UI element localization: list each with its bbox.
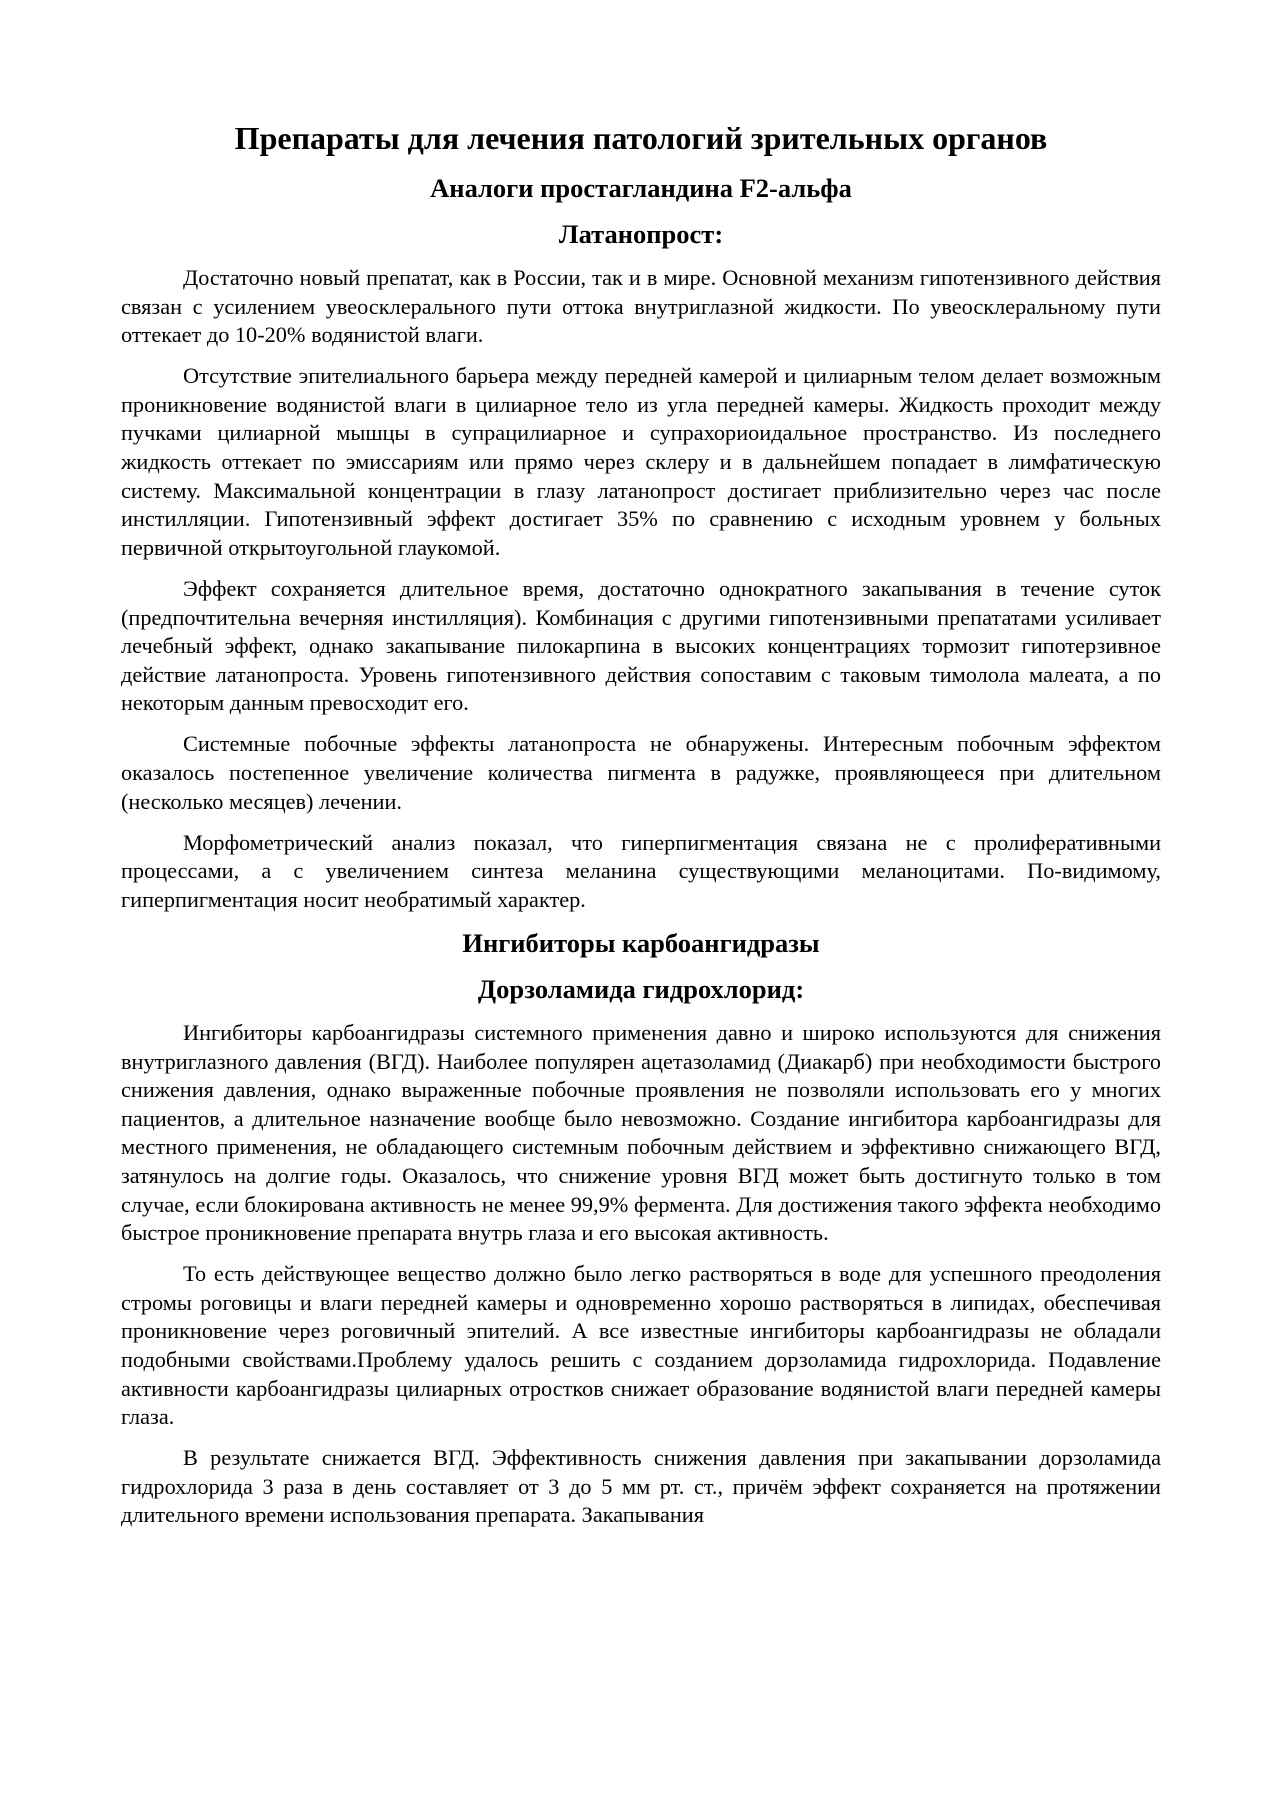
paragraph: Отсутствие эпителиального барьера между передней камерой и цилиарным телом делает возможным проникновение водянистой влаги в цилиарное тело из угла передней камеры. Жидкость проходит между пучками цилиарной мышцы в супрацилиарное и супрахориоидальное пространство. Из последнего жидкость оттекает по эмиссариям или прямо через склеру и в дальнейшем попадает в лимфатическую систему. Максимальной концентрации в глазу латанопрост достигает приблизительно через час после инстилляции. Гипотензивный эффект достигает 35% по сравнению с исходным уровнем у больных первичной открытоугольной глаукомой. (121, 363, 1161, 560)
paragraph: Ингибиторы карбоангидразы системного применения давно и широко используются для снижения внутриглазного давления (ВГД). Наиболее популярен ацетазоламид (Диакарб) при необходимости быстрого снижения давления, однако выраженные побочные проявления не позволяли использовать его у многих пациентов, а длительное назначение вообще было невозможно. Создание ингибитора карбоангидразы для местного применения, не обладающего системным побочным действием и эффективно снижающего ВГД, затянулось на долгие годы. Оказалось, что снижение уровня ВГД может быть достигнуто только в том случае, если блокирована активность не менее 99,9% фермента. Для достижения такого эффекта необходимо быстрое проникновение препарата внутрь глаза и его высокая активность. (121, 1019, 1161, 1246)
subheading-dorzolamide: Дорзоламида гидрохлорид: (477, 973, 805, 1004)
paragraph: То есть действующее вещество должно было легко растворяться в воде для успешного преодоления стромы роговицы и влаги передней камеры и одновременно хорошо растворяться в липидах, обеспечивая проникновение через роговичный эпителий. А все известные ингибиторы карбоангидразы не обладали подобными свойствами.Проблему удалось решить с созданием дорзоламида гидрохлорида. Подавление активности карбоангидразы цилиарных отростков снижает образование водянистой влаги передней камеры глаза. (121, 1261, 1161, 1430)
paragraph: Достаточно новый препатат, как в России, так и в мире. Основной механизм гипотензивного действия связан с усилением увеосклерального пути оттока внутриглазной жидкости. По увеосклеральному пути оттекает до 10-20% водянистой влаги. (121, 265, 1161, 348)
paragraph: В результате снижается ВГД. Эффективность снижения давления при закапывании дорзоламида гидрохлорида 3 раза в день составляет от 3 до 5 мм рт. ст., причём эффект сохраняется на протяжении длительного времени использования препарата. Закапывания (121, 1445, 1161, 1528)
document-page (121, 118, 1161, 1543)
section-heading-prostaglandin: Аналоги простагландина F2-альфа (430, 173, 852, 203)
subheading-latanoprost: Латанопрост: (558, 219, 724, 249)
section-heading-carbonic-anhydrase: Ингибиторы карбоангидразы (462, 927, 820, 958)
paragraph: Системные побочные эффекты латанопроста не обнаружены. Интересным побочным эффектом оказалось постепенное увеличение количества пигмента в радужке, проявляющееся при длительном (несколько месяцев) лечении. (121, 731, 1161, 814)
paragraph: Морфометрический анализ показал, что гиперпигментация связана не с пролиферативными процессами, а с увеличением синтеза меланина существующими меланоцитами. По-видимому, гиперпигментация носит необратимый характер. (121, 829, 1161, 912)
document-title: Препараты для лечения патологий зрительных органов (234, 120, 1048, 156)
paragraph: Эффект сохраняется длительное время, достаточно однократного закапывания в течение суток (предпочтительна вечерняя инстилляция). Комбинация с другими гипотензивными препататами усиливает лечебный эффект, однако закапывание пилокарпина в высоких концентрациях тормозит гипотерзивное действие латанопроста. Уровень гипотензивного действия сопоставим с таковым тимолола малеата, а по некоторым данным превосходит его. (121, 575, 1161, 716)
